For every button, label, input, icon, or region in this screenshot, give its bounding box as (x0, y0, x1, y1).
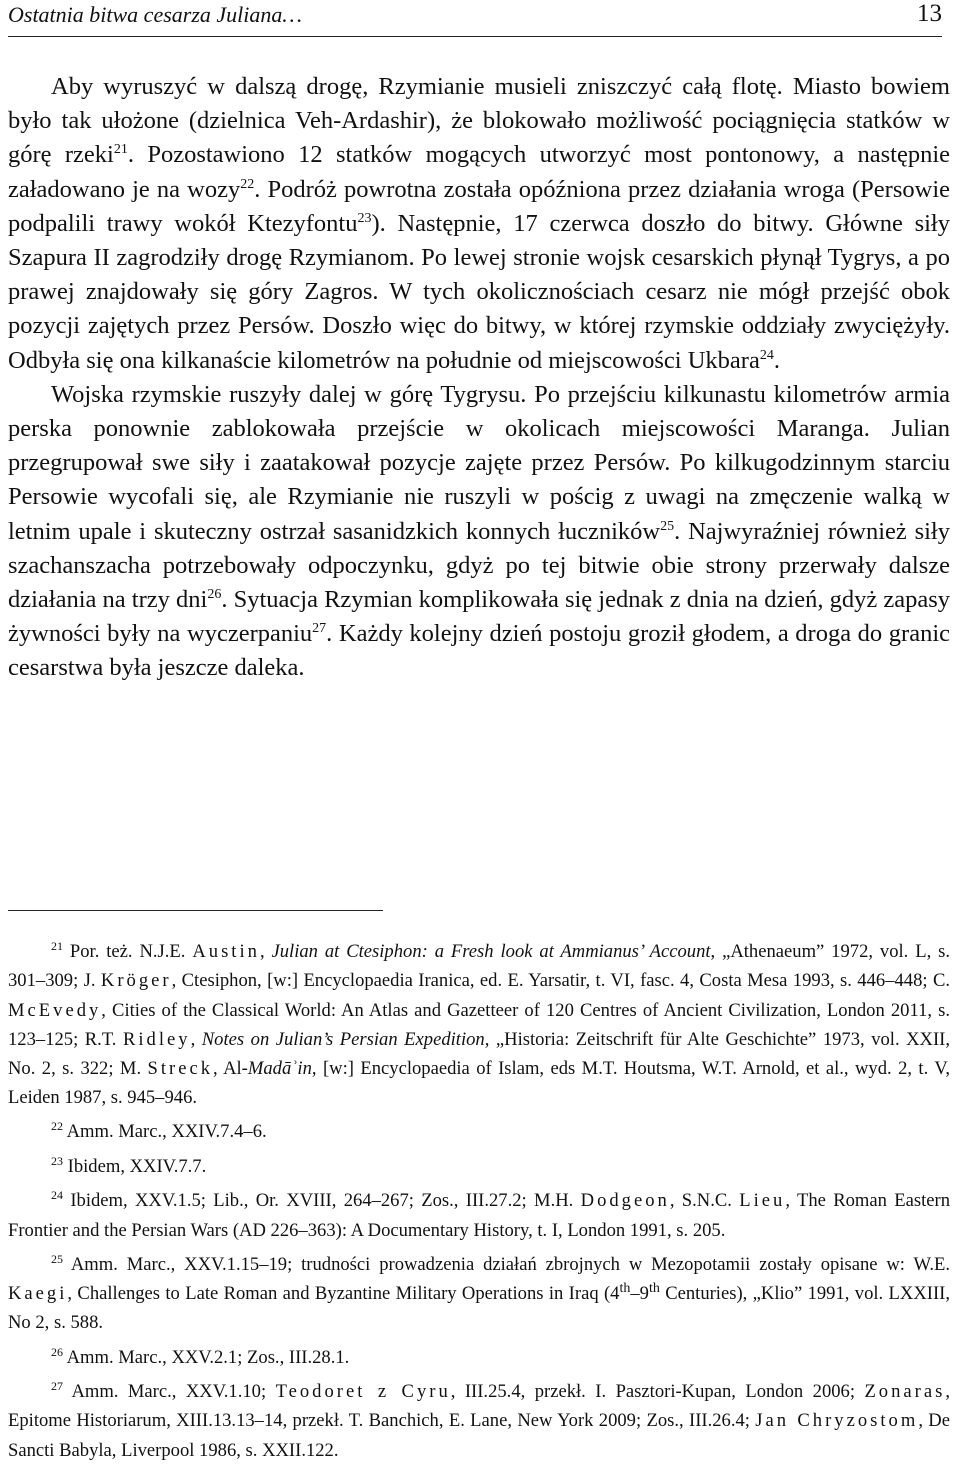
author-name: McEvedy (8, 999, 102, 1021)
footnote-number: 25 (51, 1251, 63, 1266)
running-title: Ostatnia bitwa cesarza Juliana… (8, 2, 302, 27)
footnote-ref-27: 27 (312, 621, 327, 637)
author-name: Kröger (100, 970, 172, 992)
ordinal-suffix: th (619, 1280, 631, 1296)
running-header (8, 0, 942, 37)
paragraph-text: . (773, 346, 780, 374)
footnote-text: Por. też. N.J.E. (69, 941, 193, 963)
footnote-text: , (190, 1028, 202, 1050)
footnote-number: 24 (51, 1188, 63, 1203)
author-name: Dodgeon (580, 1190, 670, 1212)
footnote-text: , „Athenaeum” 1972, vol. L, s. 301–309; J. (8, 941, 951, 992)
footnote-ref-23: 23 (357, 210, 372, 226)
footnote-26 (8, 1338, 950, 1372)
footnote-text: , Epitome Historiarum, XIII.13.13–14, przekł. T. Banchich, E. Lane, New York 2009; Zos., III.26.4; (8, 1381, 950, 1432)
footnote-ref-21: 21 (113, 142, 128, 158)
footnote-text: , Cities of the Classical World: An Atlas and Gazetteer of 120 Centres of Ancient Civilization, London 2011, s. 123–125; R.T. (8, 999, 950, 1050)
footnote-text: , III.25.4, przekł. I. Pasztori-Kupan, London 2006; (450, 1381, 865, 1403)
footnote-text: , [w:] Encyclopaedia of Islam, eds M.T. Houtsma, W.T. Arnold, et al., wyd. 2, t. V, Leiden 1987, s. 945–946. (8, 1058, 950, 1109)
author-name: Kaegi (8, 1283, 68, 1305)
footnote-text: , (259, 941, 272, 963)
work-title: Madāʾin (247, 1058, 312, 1079)
footnote-number: 23 (51, 1153, 63, 1168)
paragraph-text: Wojska rzymskie ruszyły dalej w górę Tygrysu. Po przejściu kilkunastu kilometrów armia perska ponownie zablokowała przejście w okolicach miejscowości Maranga. Julian przegrupował swe siły i zaatakował pozycje zajęte przez Persów. Po kilkugodzinnym starciu Persowie wycofali się, ale Rzymianie nie ruszyli w pościg z uwagi na zmęczenie walką w letnim upale i skuteczny ostrzał sasanidzkich konnych łuczników (8, 380, 950, 545)
footnote-text: , The Roman Eastern Frontier and the Persian Wars (AD 226–363): A Documentary History, t. I, London 1991, s. 205. (8, 1190, 951, 1241)
paragraph-text: . Pozostawiono 12 statków mogących utworzyć most pontonowy, a następnie załadowano je na wozy (8, 141, 950, 203)
paragraph-text: . Podróż powrotna została opóźniona przez działania wroga (Persowie podpalili trawy wokół Ktezyfontu (8, 175, 950, 237)
footnote-text: Amm. Marc., XXV.2.1; Zos., III.28.1. (66, 1346, 350, 1368)
footnote-ref-26: 26 (207, 586, 222, 602)
footnote-text: , Ctesiphon, [w:] Encyclopaedia Iranica, ed. E. Yarsatir, t. VI, fasc. 4, Costa Mesa 1993, s. 446–448; C. (171, 970, 950, 992)
paragraph-text: ). Następnie, 17 czerwca doszło do bitwy. Główne siły Szapura II zagrodziły drogę Rzymianom. Po lewej stronie wojsk cesarskich płynął Tygrys, a po prawej znajdowały się góry Zagros. W tych okolicznościach cesarz nie mógł przejść obok pozycji zajętych przez Persów. Doszło więc do bitwy, w której rzymskie oddziały zwyciężyły. Odbyła się ona kilkanaście kilometrów na południe od miejscowości Ukbara (8, 209, 950, 374)
author-name: Streck (147, 1058, 214, 1079)
author-name: Teodoret z Cyru (275, 1381, 451, 1403)
footnotes (8, 932, 950, 1465)
footnote-21 (8, 932, 950, 1112)
author-name: Zonaras (864, 1381, 946, 1403)
footnote-text: , Al- (213, 1058, 248, 1079)
footnote-separator (8, 910, 383, 911)
footnote-text: , De Sancti Babyla, Liverpool 1986, s. XXII.122. (8, 1410, 950, 1461)
author-name: Ridley (122, 1028, 191, 1050)
footnote-23 (8, 1147, 950, 1181)
footnote-ref-22: 22 (240, 176, 255, 192)
paragraph-text: Aby wyruszyć w dalszą drogę, Rzymianie musieli zniszczyć całą flotę. Miasto bowiem było tak ułożone (dzielnica Veh-Ardashir), że blokowało możliwość pociągnięcia statków w górę rzeki (8, 73, 950, 169)
footnote-text: –9 (630, 1283, 649, 1305)
footnote-text: Centuries), „Klio” 1991, vol. LXXIII, No 2, s. 588. (8, 1283, 950, 1334)
footnote-text: Amm. Marc., XXV.1.15–19; trudności prowadzenia działań zbrojnych w Mezopotamii zostały opisane w: W.E. (70, 1253, 951, 1275)
paragraph-2 (8, 378, 950, 686)
footnote-text: , Challenges to Late Roman and Byzantine Military Operations in Iraq (4 (67, 1283, 620, 1305)
footnote-ref-24: 24 (759, 347, 774, 363)
footnote-text: Ibidem, XXV.1.5; Lib., Or. XVIII, 264–267; Zos., III.27.2; M.H. (70, 1190, 581, 1212)
work-title: Notes on Julian’s Persian Expedition (201, 1028, 485, 1050)
ordinal-suffix: th (648, 1280, 660, 1296)
work-title: Julian at Ctesiphon: a Fresh look at Ammianus’ Account (271, 941, 711, 963)
footnote-text: , „Historia: Zeitschrift für Alte Geschichte” 1973, vol. XXII, No. 2, s. 322; M. (8, 1028, 951, 1079)
footnote-text: , S.N.C. (669, 1190, 740, 1212)
footnote-ref-25: 25 (660, 518, 675, 534)
footnote-number: 26 (51, 1344, 63, 1359)
footnote-24 (8, 1181, 950, 1245)
paragraph-text: . Najwyraźniej również siły szachanszacha potrzebowały odpoczynku, gdyż po tej bitwie obie strony przerwały dalsze działania na trzy dni (8, 517, 950, 614)
paragraph-1 (8, 70, 950, 378)
footnote-22 (8, 1112, 950, 1146)
footnote-number: 27 (51, 1378, 63, 1393)
footnote-27 (8, 1372, 950, 1465)
footnote-text: Amm. Marc., XXIV.7.4–6. (66, 1121, 267, 1143)
footnote-number: 21 (51, 939, 63, 953)
page-number: 13 (917, 0, 942, 27)
author-name: Jan Chryzostom (755, 1410, 919, 1432)
main-text (8, 70, 950, 686)
footnote-number: 22 (51, 1119, 63, 1134)
author-name: Austin (192, 941, 260, 963)
paragraph-text: . Każdy kolejny dzień postoju groził głodem, a droga do granic cesarstwa była jeszcze daleka. (8, 620, 950, 682)
author-name: Lieu (739, 1190, 786, 1212)
footnote-text: Ibidem, XXIV.7.7. (67, 1155, 207, 1177)
footnote-25 (8, 1245, 950, 1338)
paragraph-text: . Sytuacja Rzymian komplikowała się jednak z dnia na dzień, gdyż zapasy żywności były na wyczerpaniu (8, 586, 950, 648)
footnote-text: Amm. Marc., XXV.1.10; (71, 1381, 276, 1403)
